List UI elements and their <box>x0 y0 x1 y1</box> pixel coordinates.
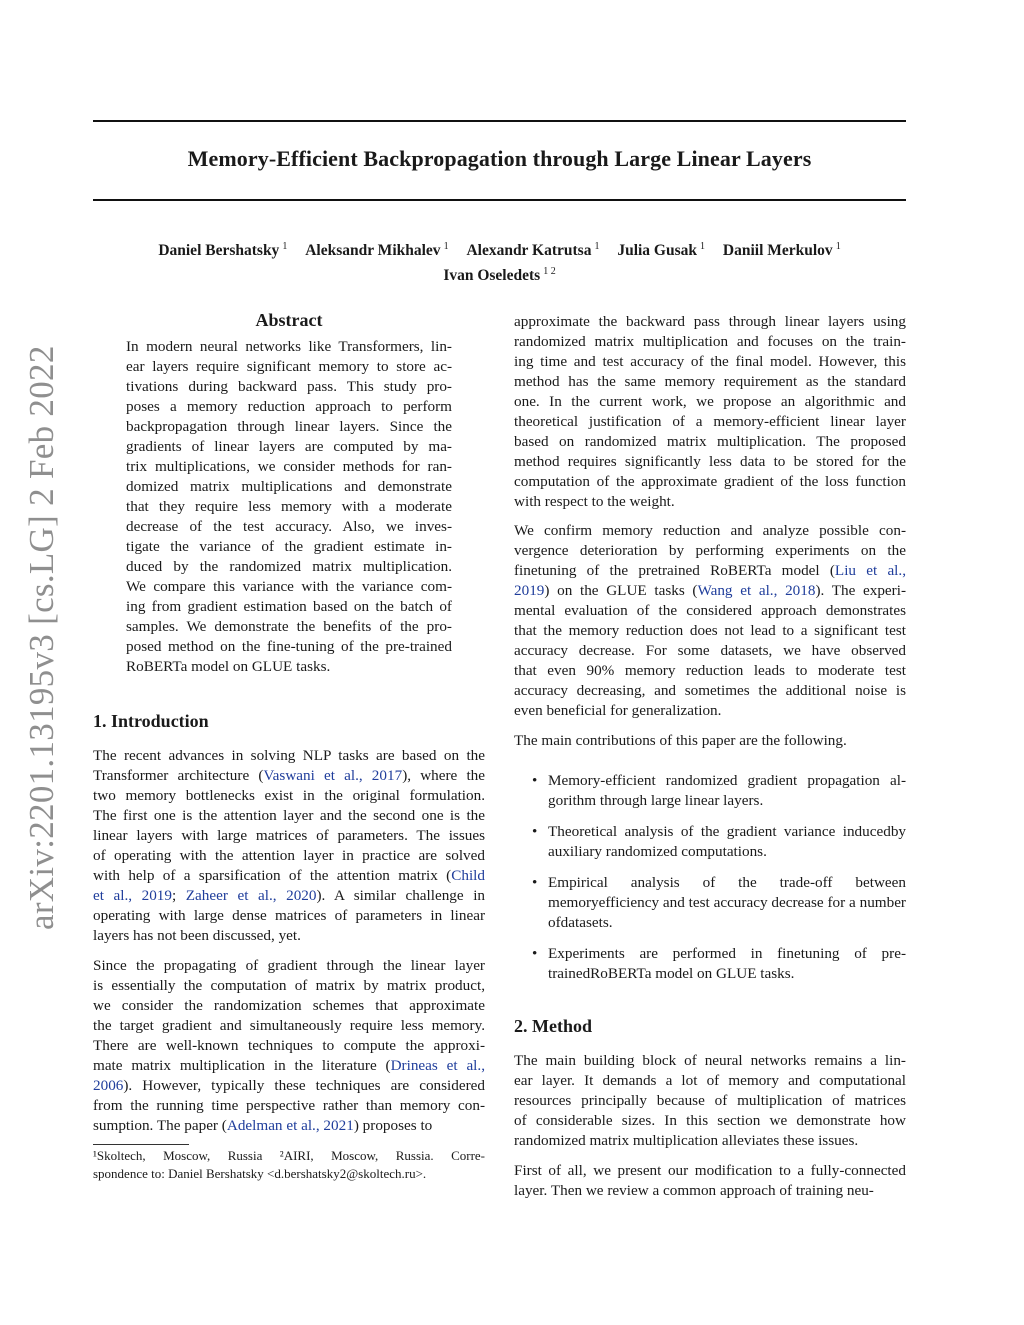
text-line: of considerable sizes. In this section we demonstrate how <box>514 1112 906 1129</box>
citation-link[interactable]: et al., 2019 <box>93 887 172 904</box>
text-line: even beneficial for generalization. <box>514 702 722 719</box>
citation-link[interactable]: Vaswani et al., 2017 <box>263 767 403 784</box>
text-line: the target gradient and simultaneously require less memory. <box>93 1017 485 1034</box>
text-line: mental evaluation of the considered approach demonstrates <box>514 602 906 619</box>
text-line: RoBERTa model on GLUE tasks. <box>590 965 795 982</box>
text-line: two memory bottlenecks exist in the original formulation. <box>93 787 485 804</box>
citation-link[interactable]: Liu et al., <box>834 562 906 579</box>
text-line: that the memory reduction does not lead to a significant test <box>514 622 906 639</box>
introduction-heading: 1. Introduction <box>93 711 209 731</box>
text-line: We compare this variance with the variance com- <box>126 578 452 595</box>
arxiv-identifier-stamp: arXiv:2201.13195v3 [cs.LG] 2 Feb 2022 <box>22 345 61 930</box>
text-line: poses a memory reduction approach to perform <box>126 398 452 415</box>
contributions-intro-text: The main contributions of this paper are the following. <box>514 732 847 749</box>
affiliation-footnote <box>93 1147 485 1183</box>
citation-link[interactable]: Adelman et al., 2021 <box>226 1117 354 1134</box>
author-line-2 <box>93 261 906 286</box>
text-line: samples. We demonstrate the benefits of the pro- <box>126 618 452 635</box>
right-paragraph-2 <box>514 521 906 721</box>
text-line: Theoretical analysis of the gradient variance induced <box>548 823 891 840</box>
text-line: tigate the variance of the gradient estimate in- <box>126 538 452 555</box>
method-heading: 2. Method <box>514 1016 592 1036</box>
text-line: datasets. <box>560 914 613 931</box>
text-line: decrease of the test accuracy. Also, we inves- <box>126 518 452 535</box>
text-line: with respect to the weight. <box>514 493 675 510</box>
paper-title: Memory-Efficient Backpropagation through Large Linear Layers <box>187 146 812 171</box>
text-line: finetuning of the pretrained RoBERTa model (Liu et al., <box>514 562 906 579</box>
author: Julia Gusak $^1$ <box>617 241 706 259</box>
text-line: one. In the current work, we propose an algorithmic and <box>514 393 906 410</box>
footnote-rule <box>93 1144 189 1145</box>
abstract-heading: Abstract <box>255 310 323 330</box>
text-line: 2019) on the GLUE tasks (Wang et al., 2018). The experi- <box>514 582 906 599</box>
right-paragraph-1 <box>514 312 906 512</box>
text-line: from the running time perspective rather than memory con- <box>93 1097 485 1114</box>
author: Ivan Oseledets $^{1 2}$ <box>443 266 556 284</box>
text-line: et al., 2019; Zaheer et al., 2020). A similar challenge in <box>93 887 486 904</box>
text-line: There are well-known techniques to compute the approxi- <box>93 1037 485 1054</box>
citation-link[interactable]: Zaheer et al., 2020 <box>185 887 317 904</box>
text-line: posed method on the fine-tuning of the pre-trained <box>126 638 452 655</box>
introduction-paragraph-2 <box>93 956 485 1136</box>
author: Aleksandr Mikhalev $^1$ <box>305 241 449 259</box>
text-line: resources principally because of multiplication of matrices <box>514 1092 906 1109</box>
citation-link[interactable]: 2006 <box>93 1077 124 1094</box>
bullet-icon: • <box>532 772 538 789</box>
citation-link[interactable]: 2019 <box>514 582 545 599</box>
citation-link[interactable]: Drineas et al., <box>390 1057 485 1074</box>
list-item-text <box>548 771 906 811</box>
text-line: sumption. The paper (Adelman et al., 2021) proposes to <box>93 1117 433 1134</box>
text-line: linear layers with large matrices of parameters. The issues <box>93 827 485 844</box>
text-line: randomized matrix multiplication alleviates these issues. <box>514 1132 859 1149</box>
text-line: ing time and test accuracy of the final model. However, this <box>514 353 906 370</box>
text-line: efficiency and test accuracy decrease for a number of <box>548 894 906 931</box>
citation-link[interactable]: Wang et al., 2018 <box>697 582 816 599</box>
text-line: layers has not been discussed, yet. <box>93 927 301 944</box>
text-line: We confirm memory reduction and analyze possible con- <box>514 522 906 539</box>
text-line: In modern neural networks like Transformers, lin- <box>126 338 452 355</box>
text-line: operating with large dense matrices of parameters in linear <box>93 907 485 924</box>
text-line: Experiments are performed in finetuning of pre-trained <box>548 945 906 982</box>
method-paragraph-1 <box>514 1051 906 1151</box>
footnote-line: spondence to: Daniel Bershatsky <d.bershatsky2@skoltech.ru>. <box>93 1166 427 1181</box>
text-line: RoBERTa model on GLUE tasks. <box>126 658 331 675</box>
text-line: method has the same memory requirement as the standard <box>514 373 906 390</box>
text-line: randomized matrix multiplication and focuses on the train- <box>514 333 906 350</box>
citation-link[interactable]: Child <box>451 867 485 884</box>
author: Alexandr Katrutsa $^1$ <box>466 241 600 259</box>
text-line: gradients of linear layers are computed by ma- <box>126 438 452 455</box>
text-line: 2006). However, typically these techniques are considered <box>93 1077 485 1094</box>
text-line: backpropagation through linear layers. Since the <box>126 418 452 435</box>
author-list <box>93 236 906 286</box>
abstract-body <box>126 337 452 677</box>
title-bottom-rule <box>93 199 906 201</box>
list-item-text <box>548 822 906 862</box>
text-line: layer. Then we review a common approach of training neu- <box>514 1182 874 1199</box>
text-line: The recent advances in solving NLP tasks are based on the <box>93 747 485 764</box>
text-line: ear layer. It demands a lot of memory and computational <box>514 1072 906 1089</box>
text-line: is essentially the computation of matrix by matrix product, <box>93 977 485 994</box>
text-line: accuracy decrease. For some datasets, we have observed <box>514 642 906 659</box>
list-item-text <box>548 944 906 984</box>
author-line-1 <box>93 236 906 261</box>
bullet-icon: • <box>532 874 538 891</box>
text-line: Since the propagating of gradient through the linear layer <box>93 957 485 974</box>
text-line: domized matrix multiplications and demonstrate <box>126 478 452 495</box>
text-line: accuracy decreasing, and sometimes the additional noise is <box>514 682 906 699</box>
text-line: duced by the randomized matrix multiplication. <box>126 558 452 575</box>
author: Daniel Bershatsky $^1$ <box>158 241 288 259</box>
method-paragraph-2 <box>514 1161 906 1201</box>
text-line: First of all, we present our modification to a fully-connected <box>514 1162 906 1179</box>
text-line: ing from gradient estimation based on the batch of <box>126 598 452 615</box>
text-line: vergence deterioration by performing experiments on the <box>514 542 906 559</box>
text-line: of operating with the attention layer in practice are solved <box>93 847 485 864</box>
text-line: ear layers require significant memory to store ac- <box>126 358 452 375</box>
footnote-line: ¹Skoltech, Moscow, Russia ²AIRI, Moscow, Russia. Corre- <box>93 1148 485 1163</box>
text-line: based on randomized matrix multiplication. The proposed <box>514 433 906 450</box>
text-line: trix multiplications, we consider methods for ran- <box>126 458 452 475</box>
contributions-intro <box>514 731 906 751</box>
text-line: we consider the randomization schemes that approximate <box>93 997 485 1014</box>
text-line: Transformer architecture (Vaswani et al., 2017), where the <box>93 767 485 784</box>
text-line: that they require less memory with a moderate <box>126 498 452 515</box>
text-line: that even 90% memory reduction leads to moderate test <box>514 662 906 679</box>
author: Daniil Merkulov $^1$ <box>722 241 841 259</box>
text-line: The first one is the attention layer and the second one is the <box>93 807 485 824</box>
title-top-rule <box>93 120 906 122</box>
bullet-icon: • <box>532 945 538 962</box>
bullet-icon: • <box>532 823 538 840</box>
text-line: theoretical justification of a memory-efficient linear layer <box>514 413 906 430</box>
text-line: Empirical analysis of the trade-off between memory <box>548 874 906 911</box>
text-line: approximate the backward pass through linear layers using <box>514 313 906 330</box>
text-line: with help of a sparsification of the attention matrix (Child <box>93 867 485 884</box>
text-line: method requires significantly less data to be stored for the <box>514 453 906 470</box>
text-line: mate matrix multiplication in the literature (Drineas et al., <box>93 1057 485 1074</box>
text-line: tivations during backward pass. This study pro- <box>126 378 452 395</box>
text-line: The main building block of neural networks remains a lin- <box>514 1052 906 1069</box>
introduction-paragraph-1 <box>93 746 485 946</box>
text-line: Memory-efficient randomized gradient propagation al- <box>548 772 906 789</box>
text-line: by auxiliary randomized computations. <box>548 823 906 860</box>
text-line: gorithm through large linear layers. <box>548 792 764 809</box>
text-line: computation of the approximate gradient of the loss function <box>514 473 906 490</box>
list-item-text <box>548 873 906 933</box>
